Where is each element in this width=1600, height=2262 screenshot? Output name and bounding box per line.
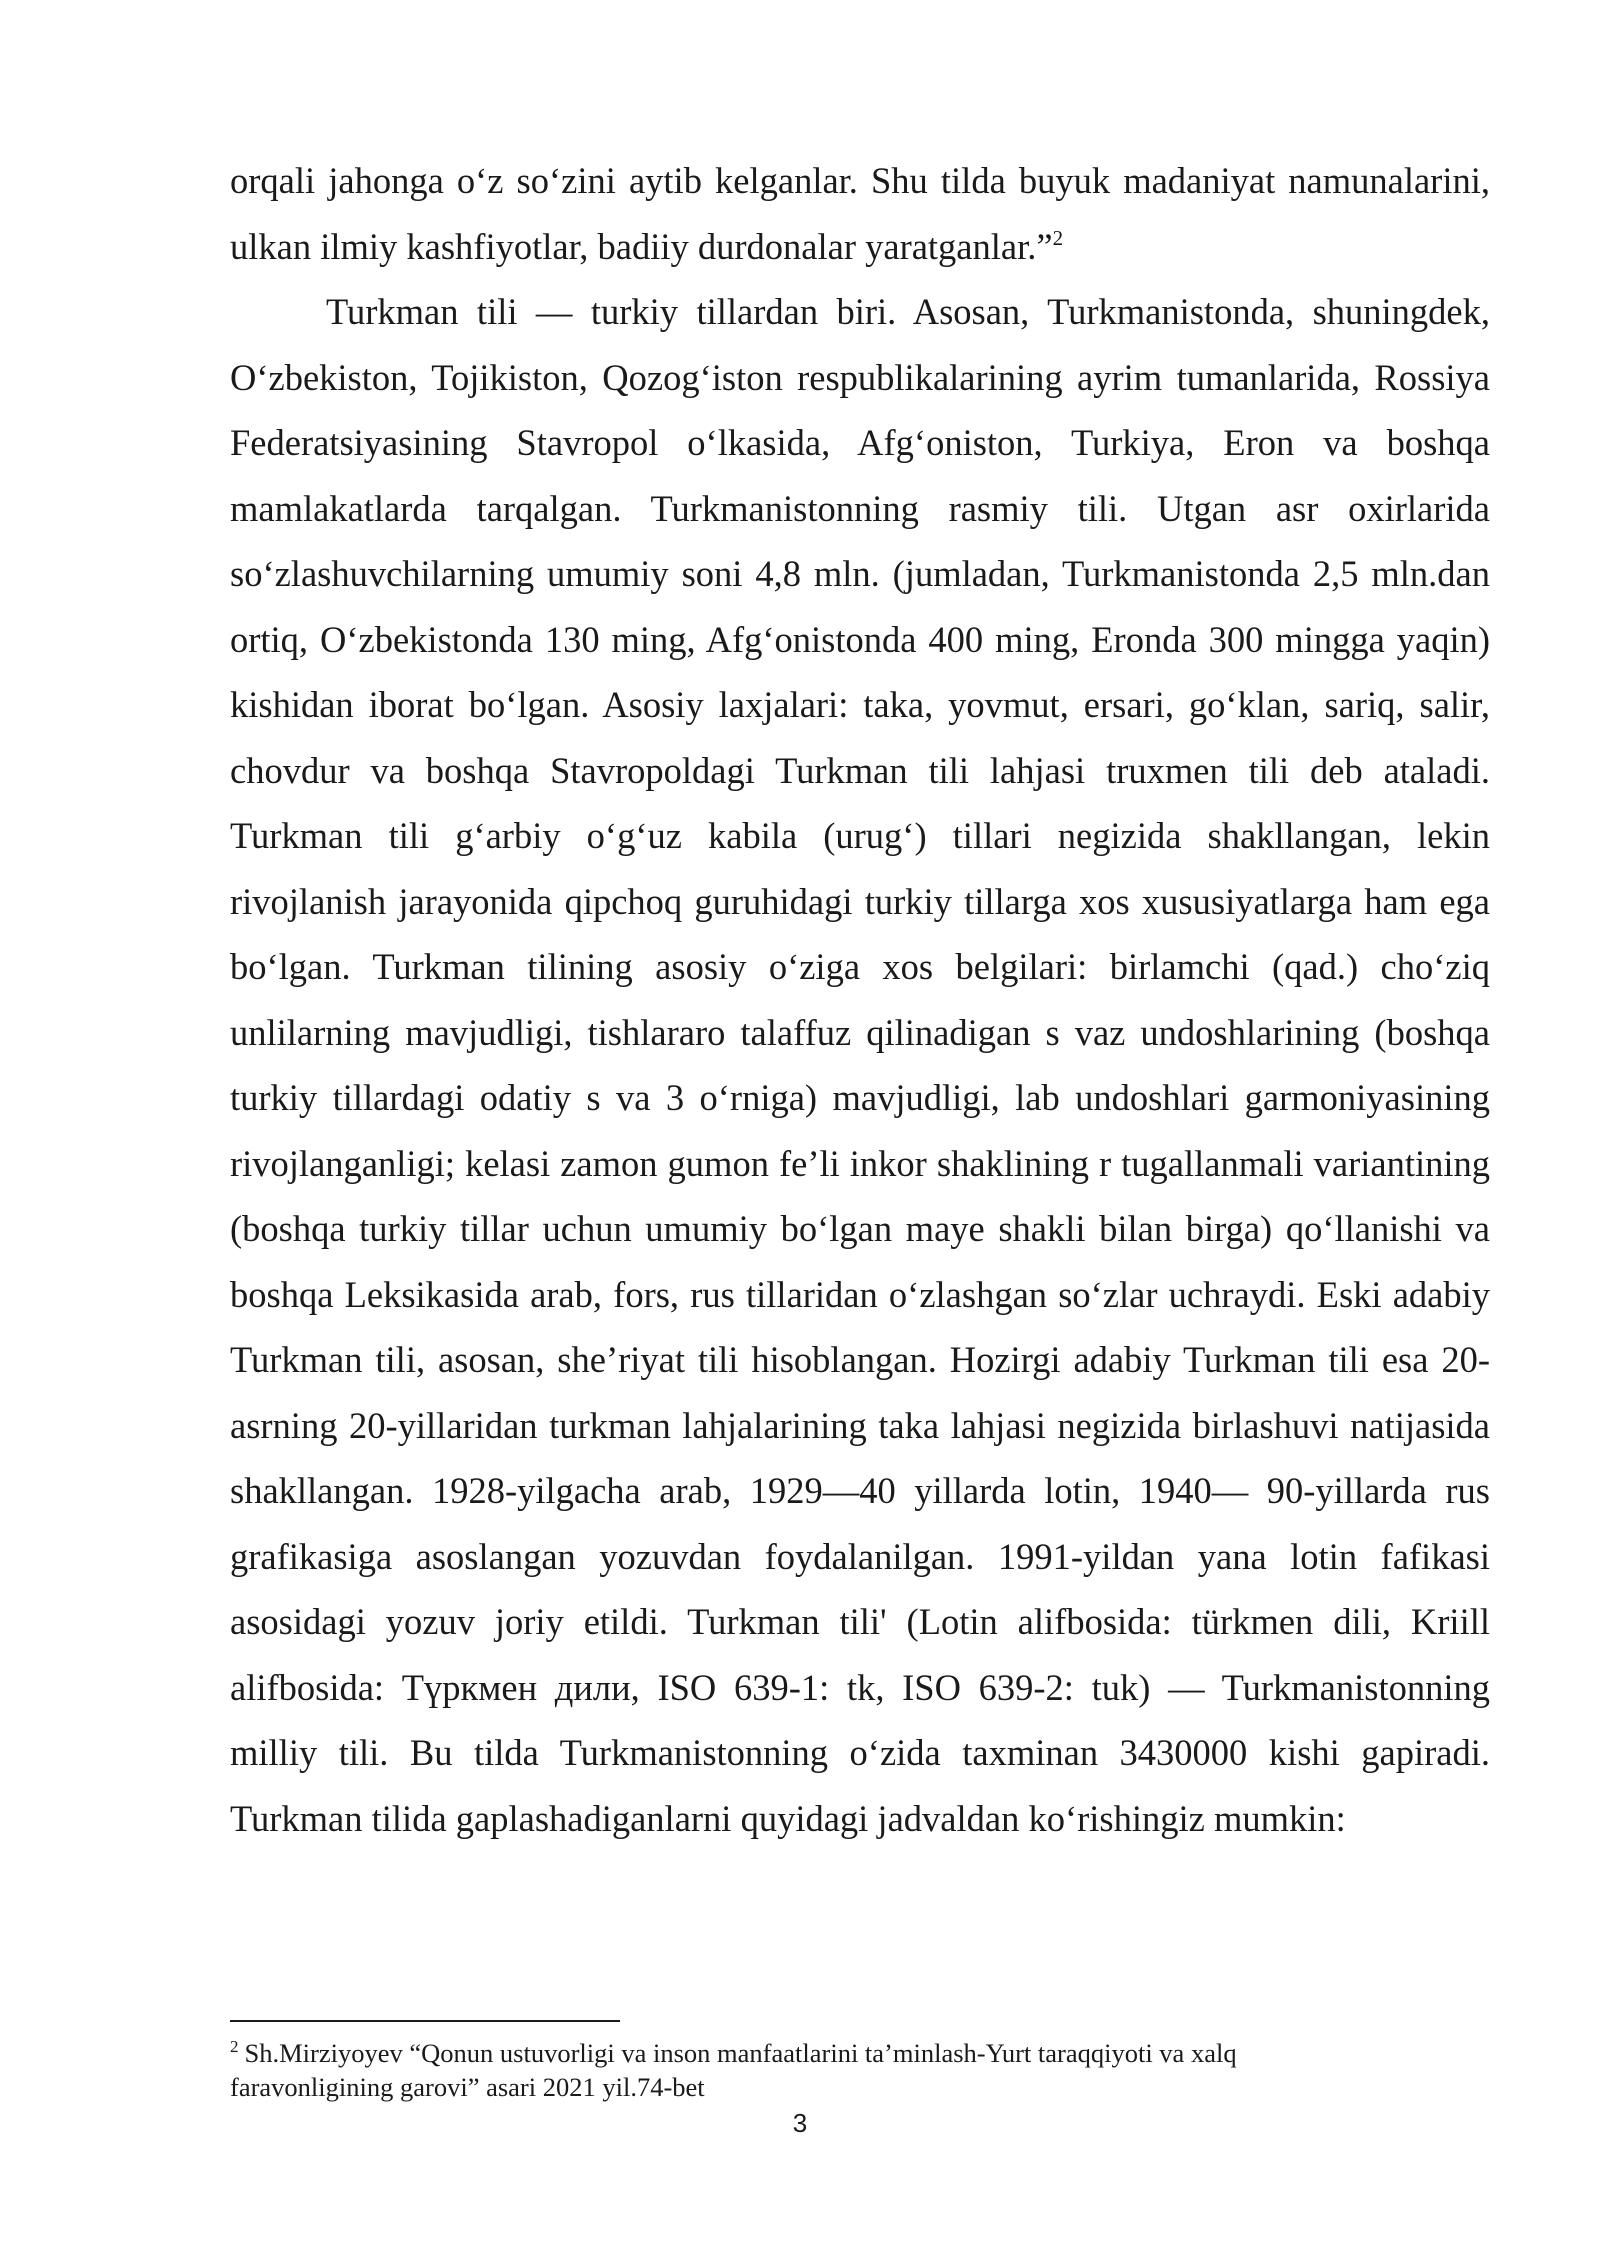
footnote-text: Sh.Mirziyoyev “Qonun ustuvorligi va inson manfaatlarini ta’minlash-Yurt taraqqiyoti va xalq faravonligining garovi” asari 2021 yil.74-bet bbox=[230, 2038, 1237, 2102]
footnote bbox=[230, 2036, 1380, 2104]
footnote-reference[interactable]: 2 bbox=[1052, 225, 1064, 250]
page-number: 3 bbox=[792, 2108, 808, 2138]
footnote-marker: 2 bbox=[230, 2037, 239, 2056]
paragraph-continuation bbox=[230, 148, 1490, 279]
paragraph-continuation-text: orqali jahonga oʻz soʻzini aytib kelganlar. Shu tilda buyuk madaniyat namunalarini, ulkan ilmiy kashfiyotlar, badiiy durdonalar yaratganlar.” bbox=[230, 160, 1490, 267]
footnote-separator bbox=[230, 2020, 620, 2022]
paragraph-turkman-language: Turkman tili — turkiy tillardan biri. Asosan, Turkmanistonda, shuningdek, Oʻzbekiston, Tojikiston, Qozogʻiston respublikalarining ayrim tumanlarida, Rossiya Federatsiyasining Stavropol oʻlkasida, Afgʻoniston, Turkiya, Eron va boshqa mamlakatlarda tarqalgan. Turkmanistonning rasmiy tili. Utgan asr oxirlarida soʻzlashuvchilarning umumiy soni 4,8 mln. (jumladan, Turkmanistonda 2,5 mln.dan ortiq, Oʻzbekistonda 130 ming, Afgʻonistonda 400 ming, Eronda 300 mingga yaqin) kishidan iborat boʻlgan. Asosiy laxjalari: taka, yovmut, ersari, goʻklan, sariq, salir, chovdur va boshqa Stavropoldagi Turkman tili lahjasi truxmen tili deb ataladi. Turkman tili gʻarbiy oʻgʻuz kabila (urugʻ) tillari negizida shakllangan, lekin rivojlanish jarayonida qipchoq guruhidagi turkiy tillarga xos xususiyatlarga ham ega boʻlgan. Turkman tilining asosiy oʻziga xos belgilari: birlamchi (qad.) choʻziq unlilarning mavjudligi, tishlararo talaffuz qilinadigan s vaz undoshlarining (boshqa turkiy tillardagi odatiy s va 3 oʻrniga) mavjudligi, lab undoshlari garmoniyasining rivojlanganligi; kelasi zamon gumon fe’li inkor shaklining r tugallanmali variantining (boshqa turkiy tillar uchun umumiy boʻlgan maye shakli bilan birga) qoʻllanishi va boshqa Leksikasida arab, fors, rus tillaridan oʻzlashgan soʻzlar uchraydi. Eski adabiy Turkman tili, asosan, she’riyat tili hisoblangan. Hozirgi adabiy Turkman tili esa 20-asrning 20-yillaridan turkman lahjalarining taka lahjasi negizida birlashuvi natijasida shakllangan. 1928-yilgacha arab, 1929—40 yillarda lotin, 1940— 90-yillarda rus grafikasiga asoslangan yozuvdan foydalanilgan. 1991-yildan yana lotin fafikasi asosidagi yozuv joriy etildi. Turkman tili' (Lotin alifbosida: türkmen dili, Kriill alifbosida: Түркмен дили, ISO 639-1: tk, ISO 639-2: tuk) — Turkmanistonning milliy tili. Bu tilda Turkmanistonning oʻzida taxminan 3430000 kishi gapiradi. Turkman tilida gaplashadiganlarni quyidagi jadvaldan koʻrishingiz mumkin: bbox=[230, 291, 1490, 1839]
body-text bbox=[230, 148, 1490, 1851]
